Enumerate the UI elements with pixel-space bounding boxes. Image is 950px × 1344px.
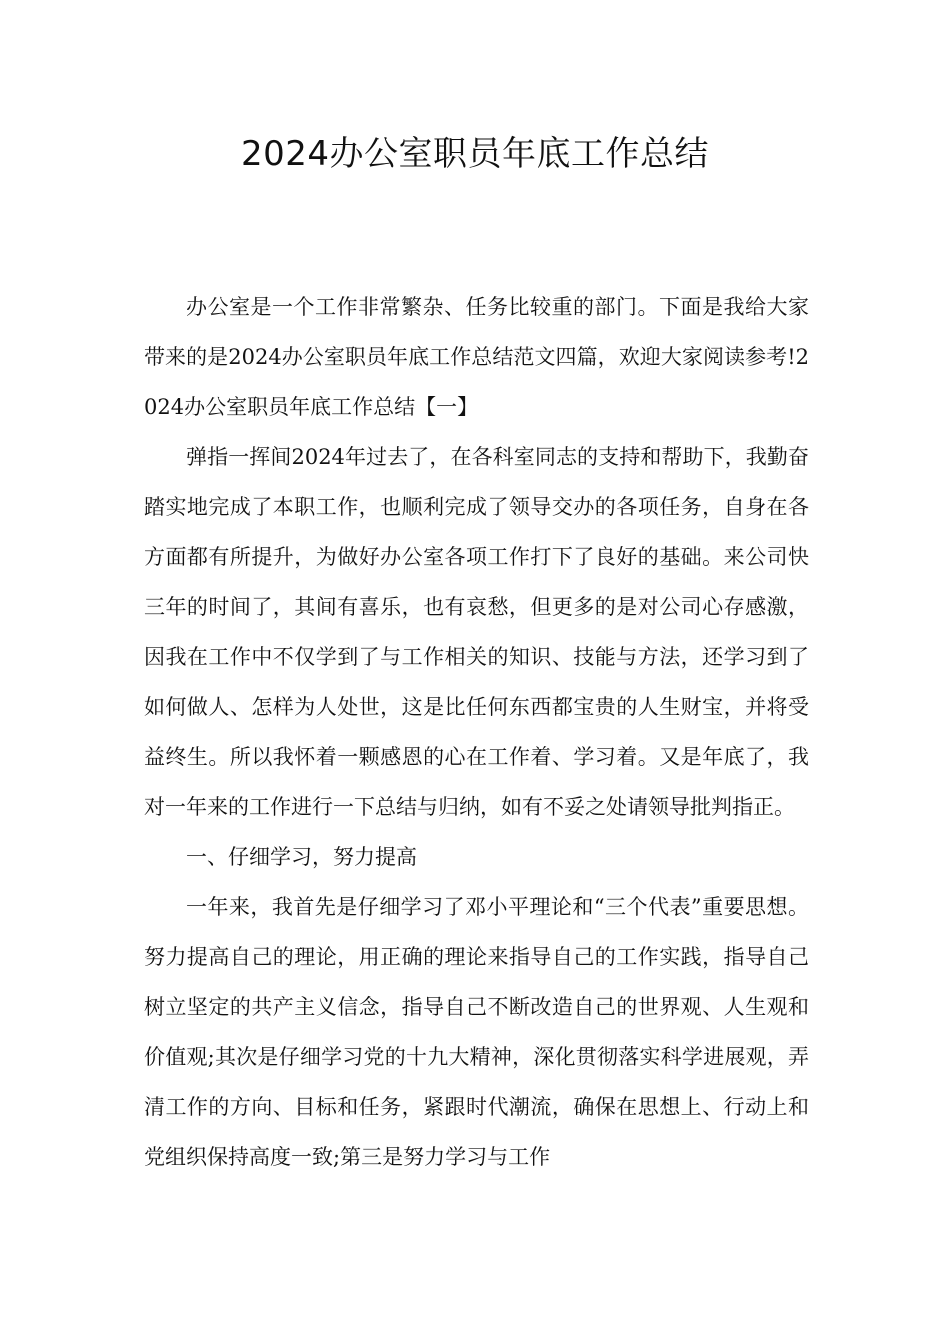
document-body <box>144 282 809 1182</box>
paragraph-main: 弹指一挥间2024年过去了，在各科室同志的支持和帮助下，我勤奋踏实地完成了本职工作，也顺利完成了领导交办的各项任务，自身在各方面都有所提升，为做好办公室各项工作打下了良好的基础。来公司快三年的时间了，其间有喜乐，也有哀愁，但更多的是对公司心存感激，因我在工作中不仅学到了与工作相关的知识、技能与方法，还学习到了如何做人、怎样为人处世，这是比任何东西都宝贵的人生财宝，并将受益终生。所以我怀着一颗感恩的心在工作着、学习着。又是年底了，我对一年来的工作进行一下总结与归纳，如有不妥之处请领导批判指正。 <box>144 445 809 819</box>
document-title: 2024办公室职员年底工作总结 <box>240 134 710 174</box>
section-heading: 一、仔细学习，努力提高 <box>186 845 417 869</box>
paragraph-study: 一年来，我首先是仔细学习了邓小平理论和“三个代表”重要思想。努力提高自己的理论，用正确的理论来指导自己的工作实践，指导自己树立坚定的共产主义信念，指导自己不断改造自己的世界观、人生观和价值观;其次是仔细学习党的十九大精神，深化贯彻落实科学进展观，弄清工作的方向、目标和任务，紧跟时代潮流，确保在思想上、行动上和党组织保持高度一致;第三是努力学习与工作 <box>144 895 809 1169</box>
paragraph-intro: 办公室是一个工作非常繁杂、任务比较重的部门。下面是我给大家带来的是2024办公室职员年底工作总结范文四篇，欢迎大家阅读参考!2024办公室职员年底工作总结【一】 <box>144 295 809 419</box>
